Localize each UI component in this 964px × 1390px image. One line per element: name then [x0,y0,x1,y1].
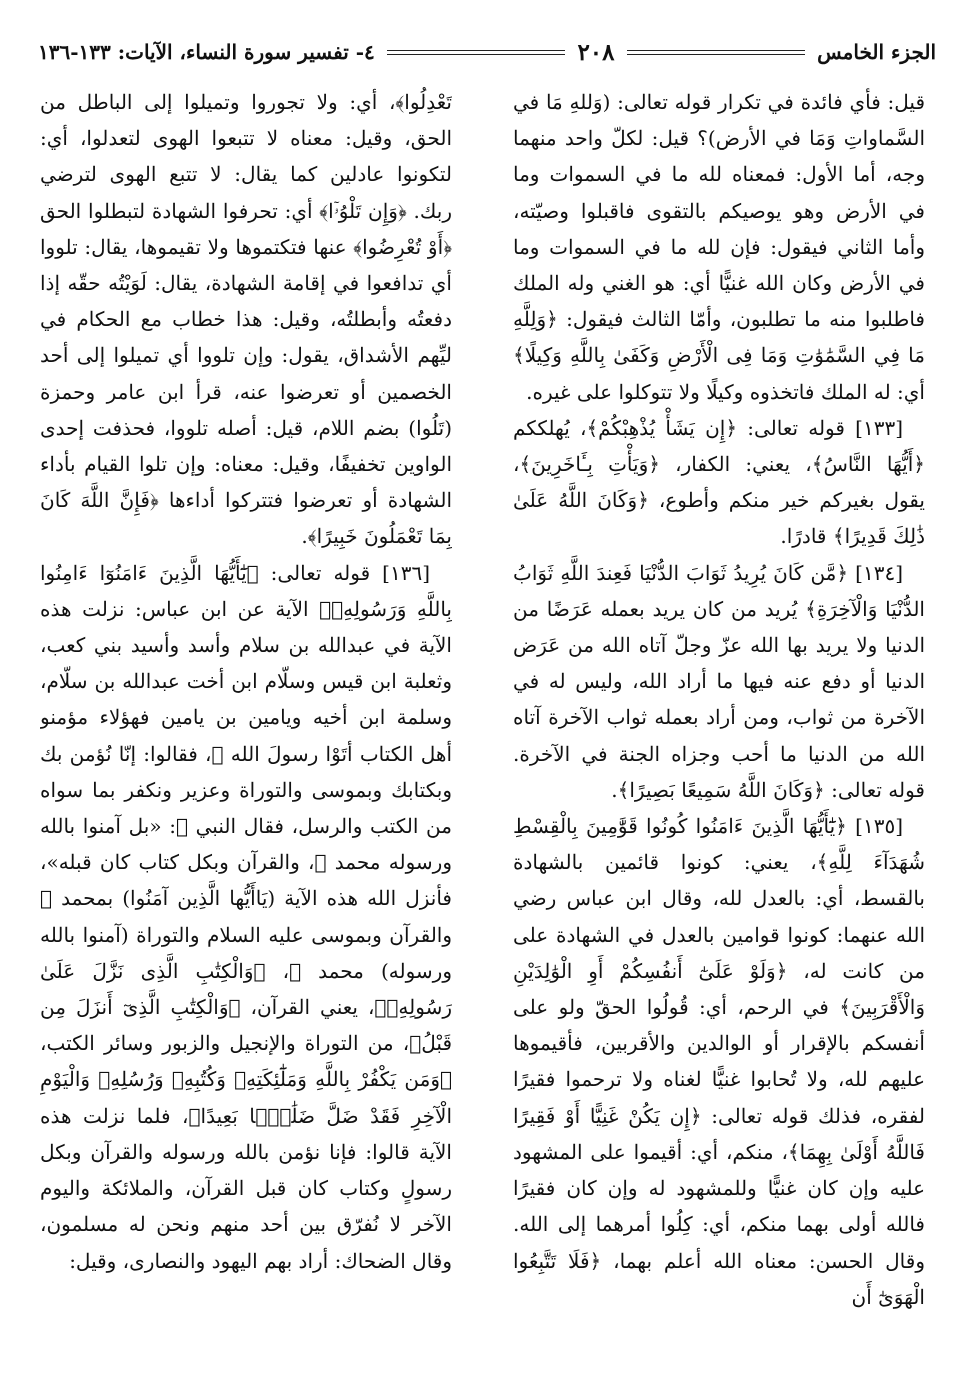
paragraph-verse-135: [١٣٥] ﴿يَٰٓأَيُّهَا الَّذِينَ ءَامَنُوا كُونُوا قَوَّٰمِينَ بِالْقِسْطِ شُهَدَآءَ لِلَّهِ﴾، يعني: كونوا قائمين بالشهادة بالقسط، أي: بالعدل لله، وقال ابن عباس رضي الله عنهما: كونوا قوامين بالعدل في الشهادة على من كانت له، ﴿وَلَوْ عَلَىٰٓ أَنفُسِكُمْ أَوِ الْوَٰلِدَيْنِ وَالْأَقْرَبِينَ﴾ في الرحم، أي: قُولُوا الحقّ ولو على أنفسكم بالإقرار أو الوالدين والأقربين، فأقيموها عليهم لله، ولا تُحابوا غنيًّا لغناه ولا ترحموا فقيرًا لفقره، فذلك قوله تعالى: ﴿إِن يَكُنْ غَنِيًّا أَوْ فَقِيرًا فَاللَّهُ أَوْلَىٰ بِهِمَا﴾، منكم، أي: أقيموا على المشهود عليه وإن كان غنيًّا وللمشهود له وإن كان فقيرًا فالله أولى بهما منكم، أي: كِلُوا أمرهما إلى الله. وقال الحسن: معناه الله أعلم بهما، ﴿فَلَا تَتَّبِعُوا الْهَوَىٰٓ أَن [513,814,925,1309]
section-title: ٤- تفسير سورة النساء، الآيات: ١٣٣-١٣٦ [38,40,375,64]
paragraph: تَعْدِلُوا﴾، أي: ولا تجوروا وتميلوا إلى الباطل من الحق، وقيل: معناه لا تتبعوا الهوى لتعدلوا، أي: لتكونوا عادلين كما يقال: لا تتبع الهوى لترضي ربك. ﴿وَإِن تَلْوُۥٓا﴾ أي: تحرفوا الشهادة لتبطلوا الحق ﴿أَوْ تُعْرِضُوا﴾ عنها فتكتموها ولا تقيموها، يقال: تلووا أي تدافعوا في إقامة الشهادة، يقال: لَوَيْتُه حقّه إذا دفعتُه وأبطلتُه، وقيل: هذا خطاب مع الحكام في ليِّهم الأشداق، يقول: وإن تلووا أي تميلوا إلى أحد الخصمين أو تعرضوا عنه، قرأ ابن عامر وحمزة (تَلُوا) بضم اللام، قيل: أصله تلووا، فحذفت إحدى الواوين تخفيفًا، وقيل: معناه: وإن تلوا القيام بأداء الشهادة أو تعرضوا فتتركوا أداءها ﴿فَإِنَّ اللَّهَ كَانَ بِمَا تَعْمَلُونَ خَبِيرًا﴾. [40,90,452,549]
header-rule-left [387,50,566,55]
page-number: ٢٠٨ [577,38,615,66]
running-header [38,34,936,70]
paragraph-verse-134: [١٣٤] ﴿مَّن كَانَ يُرِيدُ ثَوَابَ الدُّنْيَا فَعِندَ اللَّهِ ثَوَابُ الدُّنْيَا وَالْآخِرَةِ﴾ يُريد من كان يريد بعمله عَرَضًا من الدنيا ولا يريد بها الله عزّ وجلّ آتاه الله من عَرَض الدنيا أو دفع عنه فيها ما أراد الله، وليس له في الآخرة من ثواب، ومن أراد بعمله ثواب الآخرة آتاه الله من الدنيا ما أحب وجزاه الجنة في الآخرة. قوله تعالى: ﴿وَكَانَ اللَّهُ سَمِيعًا بَصِيرًا﴾. [513,560,925,802]
part-title: الجزء الخامس [817,40,936,64]
left-column [40,84,452,1384]
paragraph: قيل: فأي فائدة في تكرار قوله تعالى: (وَللهِ مَا في السَّماواتِ وَمَا في الأرض)؟ قيل: لكلّ واحد منهما وجه، أما الأول: فمعناه لله ما في السموات وما في الأرض وهو يوصيكم بالتقوى فاقبلوا وصيّته، وأما الثاني فيقول: فإن لله ما في السموات وما في الأرض وكان الله غنيًّا أي: هو الغني وله الملك فاطلبوا منه ما تطلبون، وأمّا الثالث فيقول: ﴿وَلِلَّهِ مَا فِي السَّمَٰوَٰتِ وَمَا فِى الْأَرْضِ وَكَفَىٰ بِاللَّهِ وَكِيلًا﴾ أي: له الملك فاتخذوه وكيلًا ولا تتوكلوا على غيره. [513,90,925,404]
paragraph-verse-133: [١٣٣] قوله تعالى: ﴿إِن يَشَأْ يُذْهِبْكُمْ﴾، يُهلككم ﴿أَيُّهَا النَّاسُ﴾، يعني: الكفار، ﴿وَيَأْتِ بِـَٔاخَرِينَ﴾، يقول بغيركم خير منكم وأطوع، ﴿وَكَانَ اللَّهُ عَلَىٰ ذَٰلِكَ قَدِيرًا﴾ قادرًا. [513,415,925,549]
paragraph-verse-136: [١٣٦] قوله تعالى: ﴿يَٰٓأَيُّهَا الَّذِينَ ءَامَنُوٓا ءَامِنُوا بِاللَّهِ وَرَسُولِهِۦ﴾ الآية عن ابن عباس: نزلت هذه الآية في عبدالله بن سلام وأسد وأسيد بني كعب، وثعلبة ابن قيس وسلّام ابن أخت عبدالله بن سلّام، وسلمة ابن أخيه ويامين بن يامين فهؤلاء مؤمنو أهل الكتاب أتَوْا رسولَ الله ﷺ، فقالوا: إنّا نُؤمن بك وبكتابك وبموسى والتوراة وعزير ونكفر بما سواه من الكتب والرسل، فقال النبي ﷺ: «بل آمنوا بالله ورسوله محمد ﷺ، والقرآن وبكل كتاب كان قبله»، فأنزل الله هذه الآية (يَاأَيُّها الَّذِين آمَنُوا) بمحمد ﷺ والقرآن وبموسى عليه السلام والتوراة (آمنوا بالله ورسوله) محمد ﷺ، ﴿وَالْكِتَٰبِ الَّذِى نَزَّلَ عَلَىٰ رَسُولِهِۦ﴾، يعني القرآن، ﴿وَالْكِتَٰبِ الَّذِىٓ أَنزَلَ مِن قَبْلُ﴾، من التوراة والإنجيل والزبور وسائر الكتب، ﴿وَمَن يَكْفُرْ بِاللَّهِ وَمَلَٰٓئِكَتِهِۦ وَكُتُبِهِۦ وَرُسُلِهِۦ وَالْيَوْمِ الْآخِرِ فَقَدْ ضَلَّ ضَلَٰلًۢا بَعِيدًا﴾، فلما نزلت هذه الآية قالوا: فإنا نؤمن بالله ورسوله والقرآن وبكل رسولٍ وكتاب كان قبل القرآن، والملائكة واليوم الآخر لا نُفرّق بين أحد منهم ونحن له مسلمون، وقال الضحاك: أراد بهم اليهود والنصارى، وقيل: [40,560,452,1273]
right-column [513,84,925,1384]
header-rule-right [627,50,806,55]
